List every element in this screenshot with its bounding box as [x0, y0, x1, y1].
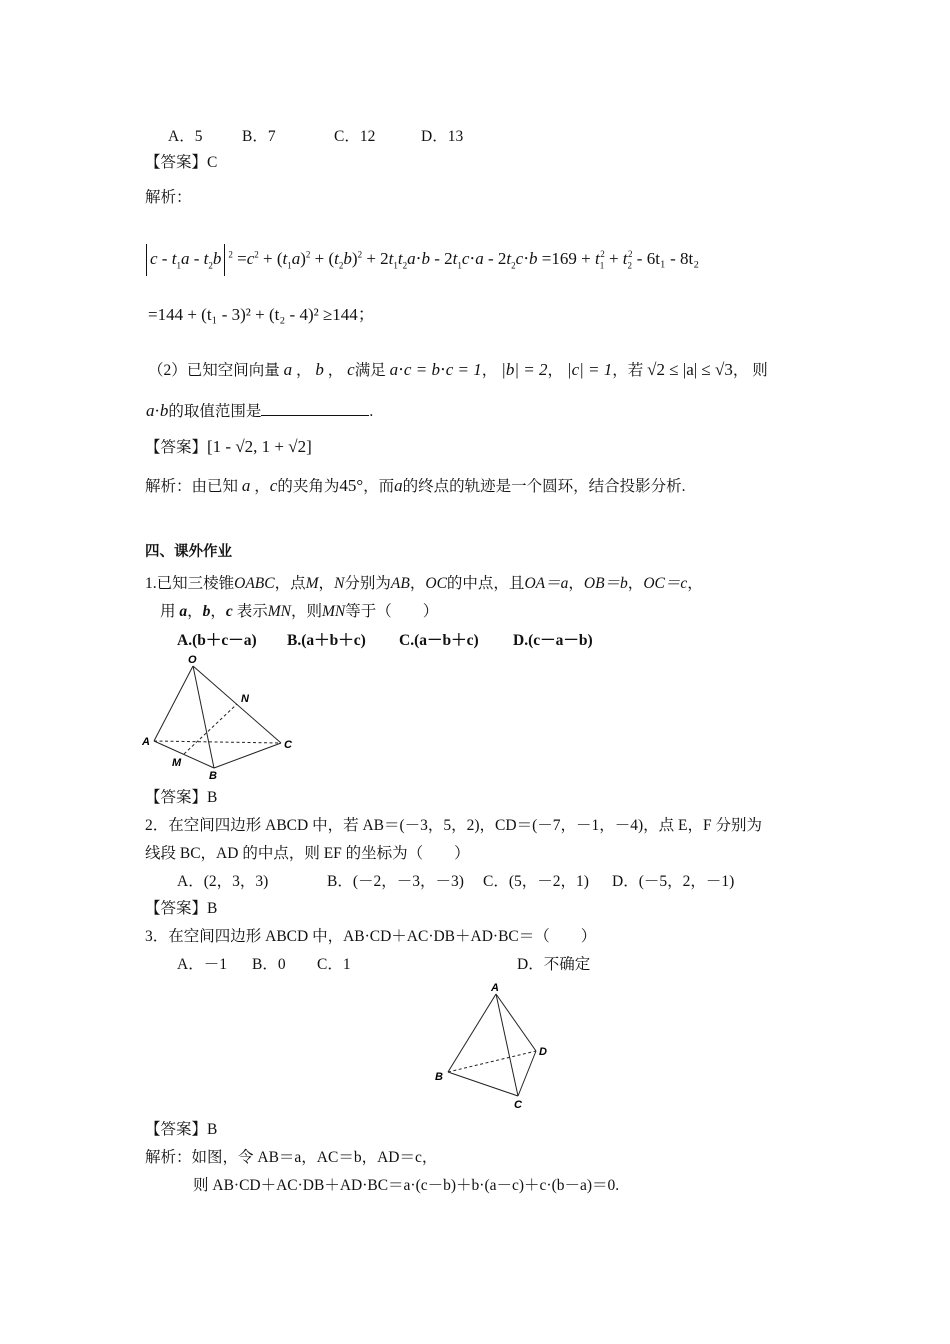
hw3-answer: 【答案】B: [145, 1121, 218, 1138]
prev-options: [168, 128, 464, 147]
hw2-answer: 【答案】B: [145, 900, 218, 917]
option-a: A．5: [168, 128, 203, 145]
tetrahedron-abcd-figure: [430, 980, 560, 1112]
label-a2: A: [491, 982, 499, 994]
q2-ask-text: 的取值范围是: [168, 403, 262, 420]
q2-period: .: [369, 403, 374, 420]
option-c: C．12: [334, 128, 376, 145]
hw2-option-c: C．(5，－2，1): [483, 873, 589, 890]
hw1-option-c: C.(a－b＋c): [399, 632, 479, 649]
hw1-option-b: B.(a＋b＋c): [287, 632, 366, 649]
label-c2: C: [514, 1099, 522, 1111]
q2-analysis-mid: 的夹角为: [277, 478, 340, 495]
prev-answer: 【答案】C: [145, 154, 218, 171]
label-d2: D: [539, 1046, 547, 1058]
hw1-stem2-b: 表示: [236, 603, 268, 620]
q2-stem: （2）已知空间向量 a ， b ， c满足 a⋅c = b⋅c = 1， |b| = 2， |c| = 1，若 √2 ≤ |a| ≤ √3， 则: [148, 360, 768, 379]
q2-answer-value: [1 - √2, 1 + √2]: [207, 437, 312, 456]
option-b: B．7: [242, 128, 276, 145]
hw1-stem-a: 1.已知三棱锥: [145, 575, 235, 592]
label-n: N: [241, 693, 249, 705]
label-b2: B: [435, 1071, 443, 1083]
q2-cond2: |b| = 2: [501, 360, 548, 379]
hw3-line1: 3．在空间四边形 ABCD 中，AB·CD＋AC·DB＋AD·BC＝（ ）: [145, 928, 597, 945]
hw1-options: [177, 632, 593, 651]
hw2-option-b: B．(－2，－3，－3): [327, 873, 464, 890]
hw3-analysis2: 则 AB·CD＋AC·DB＋AD·BC＝a·(c－b)＋b·(a－c)＋c·(b－a)＝0.: [193, 1177, 620, 1194]
line1-tail: 6t₁ - 8t₂: [646, 248, 700, 268]
hw2-line1: 2．在空间四边形 ABCD 中，若 AB＝(－3，5，2)，CD＝(－7，－1，－4)，点 E，F 分别为: [145, 817, 762, 834]
hw1-stem-f: 的中点，且: [446, 575, 525, 592]
hw2-option-d: D．(－5，2，－1): [612, 873, 735, 890]
q2-analysis: 解析：由已知 a ，c的夹角为45°，而a的终点的轨迹是一个圆环，结合投影分析.: [145, 476, 686, 495]
label-b: B: [209, 770, 217, 782]
q2-ask: a⋅b的取值范围是 .: [146, 401, 374, 420]
prev-analysis-label: 解析：: [145, 189, 192, 206]
label-c: C: [284, 739, 292, 751]
hw1-eq3: OC＝c: [643, 575, 688, 592]
tetrahedron-oabc-figure: [138, 652, 308, 784]
label-m: M: [172, 757, 182, 769]
q2-angle: 45°: [339, 476, 364, 495]
q2-answer: [145, 437, 312, 458]
hw1-stem2-a: 用: [160, 603, 176, 620]
hw1-stem-b: ，点: [274, 575, 306, 592]
hw3-option-a: A．－1: [177, 956, 227, 973]
hw1-stem: 1.已知三棱锥OABC，点M，N分别为AB，OC的中点，且OA＝a，OB＝b，OC＝c，: [145, 575, 703, 592]
q2-satisfy: 满足: [354, 362, 386, 379]
hw3-option-d: D．不确定: [517, 956, 591, 973]
label-a: A: [142, 736, 150, 748]
hw1-stem-e: ，: [409, 575, 426, 592]
hw1-option-a: A.(b＋c－a): [177, 632, 257, 649]
hw1-stem2: 用 a，b，c 表示MN，则MN等于（ ）: [160, 603, 439, 620]
hw1-stem2-d: 等于（ ）: [345, 603, 439, 620]
hw1-stem-c: ，: [318, 575, 335, 592]
q2-then: 则: [752, 362, 768, 379]
q2-if: 若: [627, 362, 644, 379]
q2-analysis-mid2: ，而: [363, 478, 395, 495]
hw2-options: [177, 873, 735, 892]
q2-prefix: （2）已知空间向量: [148, 362, 280, 379]
section-title: 四、课外作业: [145, 544, 232, 560]
q2-cond4: √2 ≤ |a| ≤ √3: [647, 360, 733, 379]
hw1-answer: 【答案】B: [145, 789, 218, 806]
q2-answer-label: 【答案】: [145, 439, 208, 456]
q2-cond1: a⋅c = b⋅c = 1: [389, 360, 482, 379]
hw3-options: [177, 956, 591, 975]
hw1-stem-d: 分别为: [344, 575, 391, 592]
hw3-option-b: B．0: [252, 956, 286, 973]
hw2-line2: 线段 BC，AD 的中点，则 EF 的坐标为（ ）: [145, 845, 470, 862]
hw1-option-d: D.(c－a－b): [513, 632, 593, 649]
math-line-2: =144 + (t₁ - 3)² + (t₂ - 4)² ≥144；: [148, 305, 375, 324]
hw3-option-c: C．1: [317, 956, 351, 973]
math-line-1: c - $t_1a - t_2b$ $^2 =c^2 + (t_1a)^2 + (t_2b)^2 + 2t_1t_2a\cdot b - 2t_1c\cdot a - 2t_2c\cdot b =169 + t_1^2 + t_2^2 - 6t_1 - 8t_2$: [143, 244, 699, 276]
q2-analysis-end: 的终点的轨迹是一个圆环，结合投影分析.: [402, 478, 686, 495]
hw3-analysis1: 解析：如图，令 AB＝a，AC＝b，AD＝c，: [145, 1149, 438, 1166]
hw1-eq2: OB＝b: [583, 575, 628, 592]
label-o: O: [188, 654, 197, 666]
option-d: D．13: [421, 128, 464, 145]
answer-blank: [261, 401, 369, 416]
q2-cond3: |c| = 1: [566, 360, 613, 379]
hw2-option-a: A．(2，3，3): [177, 873, 269, 890]
q2-analysis-start: 解析：由已知: [145, 478, 239, 495]
hw1-eq1: OA＝a: [524, 575, 569, 592]
line1-rhs: 169: [551, 248, 577, 268]
hw1-stem2-c: ，则: [290, 603, 322, 620]
